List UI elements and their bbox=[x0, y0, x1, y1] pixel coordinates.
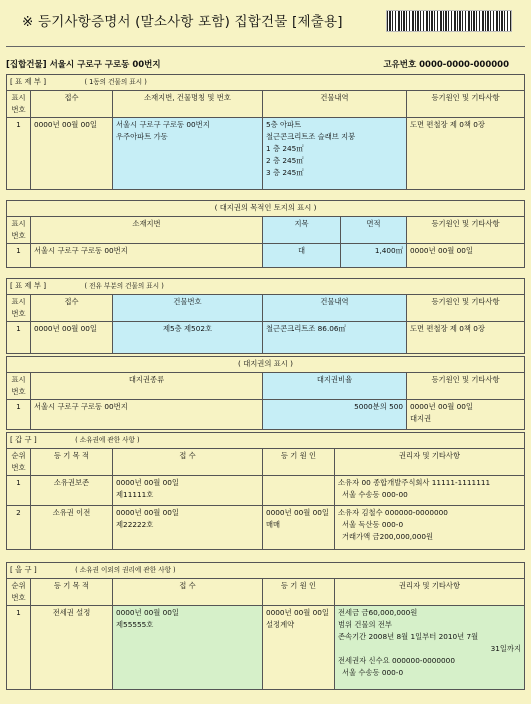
row-cause bbox=[263, 476, 335, 506]
section-caption: [ 표 제 부 ] bbox=[10, 281, 47, 290]
table-row bbox=[7, 506, 525, 550]
col-header-date: 접수 bbox=[31, 295, 113, 322]
row-date: 0000년 00월 00일 제55555호 bbox=[113, 606, 263, 690]
unique-number: 고유번호 0000-0000-000000 bbox=[383, 60, 509, 70]
row-no: 1 bbox=[7, 322, 31, 354]
table-row bbox=[7, 400, 525, 430]
table-row bbox=[7, 476, 525, 506]
col-header-right-ratio: 대지권비율 bbox=[263, 373, 407, 400]
section-subcaption: ( 전유 부분의 건물의 표시 ) bbox=[84, 282, 164, 290]
document-title: ※ 등기사항증명서 (말소사항 포함) 집합건물 [제출용] bbox=[22, 14, 343, 30]
col-header-no: 표시 번호 bbox=[7, 217, 31, 244]
property-address-header: [집합건물] 서울시 구로구 구로동 00번지 bbox=[6, 60, 161, 70]
section-caption: ( 대지권의 표시 ) bbox=[7, 357, 525, 373]
row-area: 1,400㎡ bbox=[341, 244, 407, 268]
row-no: 1 bbox=[7, 476, 31, 506]
col-header-purpose: 등 기 목 적 bbox=[31, 579, 113, 606]
row-date: 0000년 00월 00일 bbox=[31, 322, 113, 354]
gap-section-ownership bbox=[6, 432, 525, 550]
row-cause: 0000년 00월 00일 대지권 bbox=[407, 400, 525, 430]
section-subcaption: ( 1동의 건물의 표시 ) bbox=[84, 78, 147, 86]
row-purpose: 소유권 이전 bbox=[31, 506, 113, 550]
col-header-cause: 등기원인 및 기타사항 bbox=[407, 217, 525, 244]
row-no: 1 bbox=[7, 244, 31, 268]
col-header-no: 표시 번호 bbox=[7, 295, 31, 322]
section-caption: [ 표 제 부 ] bbox=[10, 77, 47, 86]
table-row bbox=[7, 322, 525, 354]
col-header-building-no: 건물번호 bbox=[113, 295, 263, 322]
col-header-rights: 권리자 및 기타사항 bbox=[335, 449, 525, 476]
col-header-address: 소재지번 bbox=[31, 217, 263, 244]
row-purpose: 전세권 설정 bbox=[31, 606, 113, 690]
col-header-purpose: 등 기 목 적 bbox=[31, 449, 113, 476]
row-right-kind: 서울시 구로구 구로동 00번지 bbox=[31, 400, 263, 430]
table-row bbox=[7, 118, 525, 190]
title-section-building bbox=[6, 74, 525, 190]
row-cause: 0000년 00월 00일 매매 bbox=[263, 506, 335, 550]
row-cause: 도면 편철장 제 0책 0장 bbox=[407, 322, 525, 354]
col-header-no: 순위 번호 bbox=[7, 579, 31, 606]
row-date: 0000년 00월 00일 제11111호 bbox=[113, 476, 263, 506]
land-section bbox=[6, 200, 525, 268]
row-no: 2 bbox=[7, 506, 31, 550]
col-header-no: 순위 번호 bbox=[7, 449, 31, 476]
row-building-no: 제5층 제502호 bbox=[113, 322, 263, 354]
col-header-rights: 권리자 및 기타사항 bbox=[335, 579, 525, 606]
row-address: 서울시 구로구 구로동 00번지 bbox=[31, 244, 263, 268]
row-cause: 도면 편철장 제 0책 0장 bbox=[407, 118, 525, 190]
row-cause: 0000년 00월 00일 bbox=[407, 244, 525, 268]
section-subcaption: ( 소유권 이외의 권리에 관한 사항 ) bbox=[75, 566, 176, 574]
col-header-cause: 등 기 원 인 bbox=[263, 579, 335, 606]
row-date: 0000년 00월 00일 제22222호 bbox=[113, 506, 263, 550]
title-section-unit bbox=[6, 278, 525, 354]
col-header-no: 표시 번호 bbox=[7, 373, 31, 400]
land-right-section bbox=[6, 356, 525, 430]
section-caption: [ 갑 구 ] bbox=[10, 435, 37, 444]
row-no: 1 bbox=[7, 606, 31, 690]
col-header-address: 소재지번, 건물명칭 및 번호 bbox=[113, 91, 263, 118]
col-header-detail: 건물내역 bbox=[263, 91, 407, 118]
barcode-icon bbox=[386, 10, 512, 32]
col-header-area: 면적 bbox=[341, 217, 407, 244]
col-header-no: 표시 번호 bbox=[7, 91, 31, 118]
section-caption: [ 을 구 ] bbox=[10, 565, 37, 574]
col-header-cause: 등기원인 및 기타사항 bbox=[407, 373, 525, 400]
col-header-cause: 등 기 원 인 bbox=[263, 449, 335, 476]
table-row bbox=[7, 244, 525, 268]
eul-section-other-rights bbox=[6, 562, 525, 690]
row-no: 1 bbox=[7, 400, 31, 430]
col-header-cause: 등기원인 및 기타사항 bbox=[407, 295, 525, 322]
row-building-detail: 철근콘크리트조 86.06㎡ bbox=[263, 322, 407, 354]
row-rights: 소유자 김철수 000000-0000000 서울 독산동 000-0 거래가액 금200,000,000원 bbox=[335, 506, 525, 550]
divider bbox=[6, 46, 525, 47]
table-row bbox=[7, 606, 525, 690]
col-header-cause: 등기원인 및 기타사항 bbox=[407, 91, 525, 118]
section-caption: ( 대지권의 목적인 토지의 표시 ) bbox=[7, 201, 525, 217]
row-no: 1 bbox=[7, 118, 31, 190]
row-right-ratio: 5000분의 500 bbox=[263, 400, 407, 430]
col-header-date: 접 수 bbox=[113, 579, 263, 606]
row-address: 서울시 구로구 구로동 00번지 우주아파트 가동 bbox=[113, 118, 263, 190]
col-header-detail: 건물내역 bbox=[263, 295, 407, 322]
row-purpose: 소유권보존 bbox=[31, 476, 113, 506]
col-header-date: 접 수 bbox=[113, 449, 263, 476]
row-building-detail: 5층 아파트 철근콘크리트조 슬래브 지붕 1 층 245㎡ 2 층 245㎡ 3 층 245㎡ bbox=[263, 118, 407, 190]
row-cause: 0000년 00월 00일 설정계약 bbox=[263, 606, 335, 690]
col-header-date: 접수 bbox=[31, 91, 113, 118]
section-subcaption: ( 소유권에 관한 사항 ) bbox=[75, 436, 140, 444]
row-rights: 전세금 금60,000,000원 범위 건물의 전부 존속기간 2008년 8월 1일부터 2010년 7월 31일까지 전세권자 신수요 000000-0000000 서울 수송동 000-0 bbox=[335, 606, 525, 690]
row-rights: 소유자 00 종합개발주식회사 11111-1111111 서울 수송동 000-00 bbox=[335, 476, 525, 506]
col-header-land-type: 지목 bbox=[263, 217, 341, 244]
col-header-right-kind: 대지권종류 bbox=[31, 373, 263, 400]
row-land-type: 대 bbox=[263, 244, 341, 268]
row-date: 0000년 00월 00일 bbox=[31, 118, 113, 190]
